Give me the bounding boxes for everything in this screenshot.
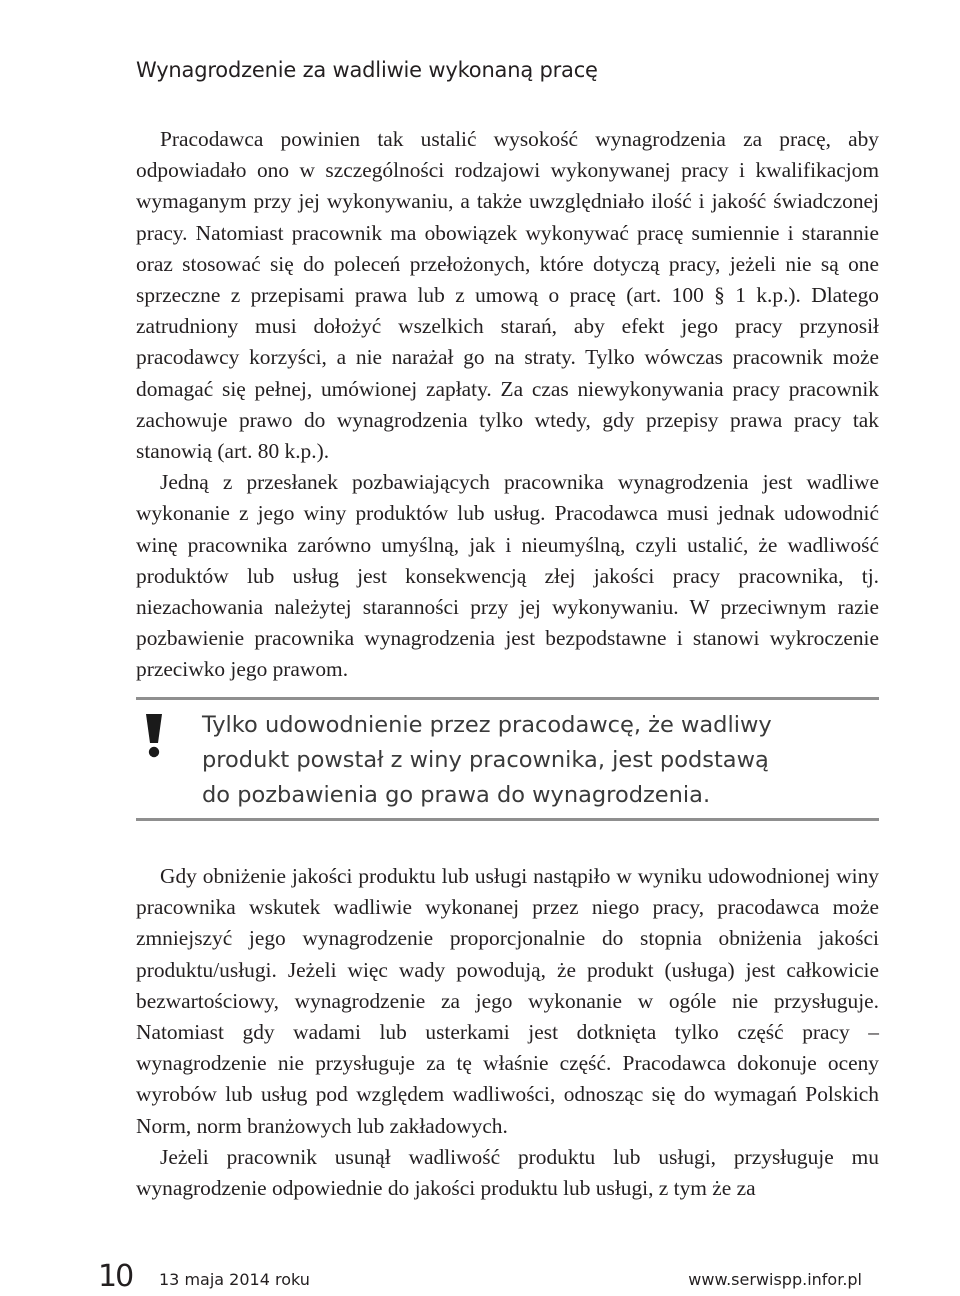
exclamation-icon [140,712,168,758]
body-text-section-b [136,861,879,1204]
body-text-section-a [136,124,879,686]
paragraph: Pracodawca powinien tak ustalić wysokość wynagrodzenia za pracę, aby odpowiadało ono w szczególności rodzajowi wykonywanej pracy i kwalifikacjom wymaganym przy jej wykonywaniu, a także uwzględniało ilość i jakość świadczonej pracy. Natomiast pracownik ma obowiązek wykonywać pracę sumiennie i starannie oraz stosować się do poleceń przełożonych, które dotyczą pracy, jeżeli nie są one sprzeczne z przepisami prawa lub z umową o pracę (art. 100 § 1 k.p.). Dlatego zatrudniony musi dołożyć wszelkich starań, aby efekt jego pracy przynosił pracodawcy korzyści, a nie narażał go na straty. Tylko wówczas pracownik może domagać się pełnej, umówionej zapłaty. Za czas niewykonywania pracy pracownik zachowuje prawo do wynagrodzenia tylko wtedy, gdy przepisy prawa pracy tak stanowią (art. 80 k.p.). [136,127,879,464]
section-heading: Wynagrodzenie za wadliwie wykonaną pracę [136,58,598,82]
paragraph: Jeżeli pracownik usunął wadliwość produktu lub usługi, przysługuje mu wynagrodzenie odpowiednie do jakości produktu lub usługi, z tym że za [136,1144,879,1201]
paragraph: Jedną z przesłanek pozbawiających pracownika wynagrodzenia jest wadliwe wykonanie z jego winy produktów lub usług. Pracodawca musi jednak udowodnić winę pracownika zarówno umyślną, jak i nieumyślną, czyli ustalić, że wadliwość produktów lub usług jest konsekwencją złej jakości pracy pracownika, tj. niezachowania należytej staranności przy jej wykonywaniu. W przeciwnym razie pozbawienie pracownika wynagrodzenia jest bezpodstawne i stanowi wykroczenie przeciwko jego prawom. [136,470,879,682]
page-number: 10 [98,1259,133,1294]
website-url: www.serwispp.infor.pl [688,1270,862,1289]
notice-text: Tylko udowodnienie przez pracodawcę, że wadliwy produkt powstał z winy pracownika, jest podstawą do pozbawienia go prawa do wynagrodzenia. [202,712,772,808]
issue-date: 13 maja 2014 roku [159,1270,310,1289]
notice-box [136,697,879,821]
paragraph: Gdy obniżenie jakości produktu lub usługi nastąpiło w wyniku udowodnionej winy pracownika wskutek wadliwie wykonanej przez niego pracy, pracodawca może zmniejszyć jego wynagrodzenie proporcjonalnie do stopnia obniżenia jakości produktu/usługi. Jeżeli więc wady powodują, że produkt (usługa) jest całkowicie bezwartościowy, wynagrodzenie za jego wykonanie w ogóle nie przysługuje. Natomiast gdy wadami lub usterkami jest dotknięta tylko część pracy – wynagrodzenie nie przysługuje za tę właśnie część. Pracodawca dokonuje oceny wyrobów lub usług pod względem wadliwości, odnosząc się do wymagań Polskich Norm, norm branżowych lub zakładowych. [136,864,879,1138]
